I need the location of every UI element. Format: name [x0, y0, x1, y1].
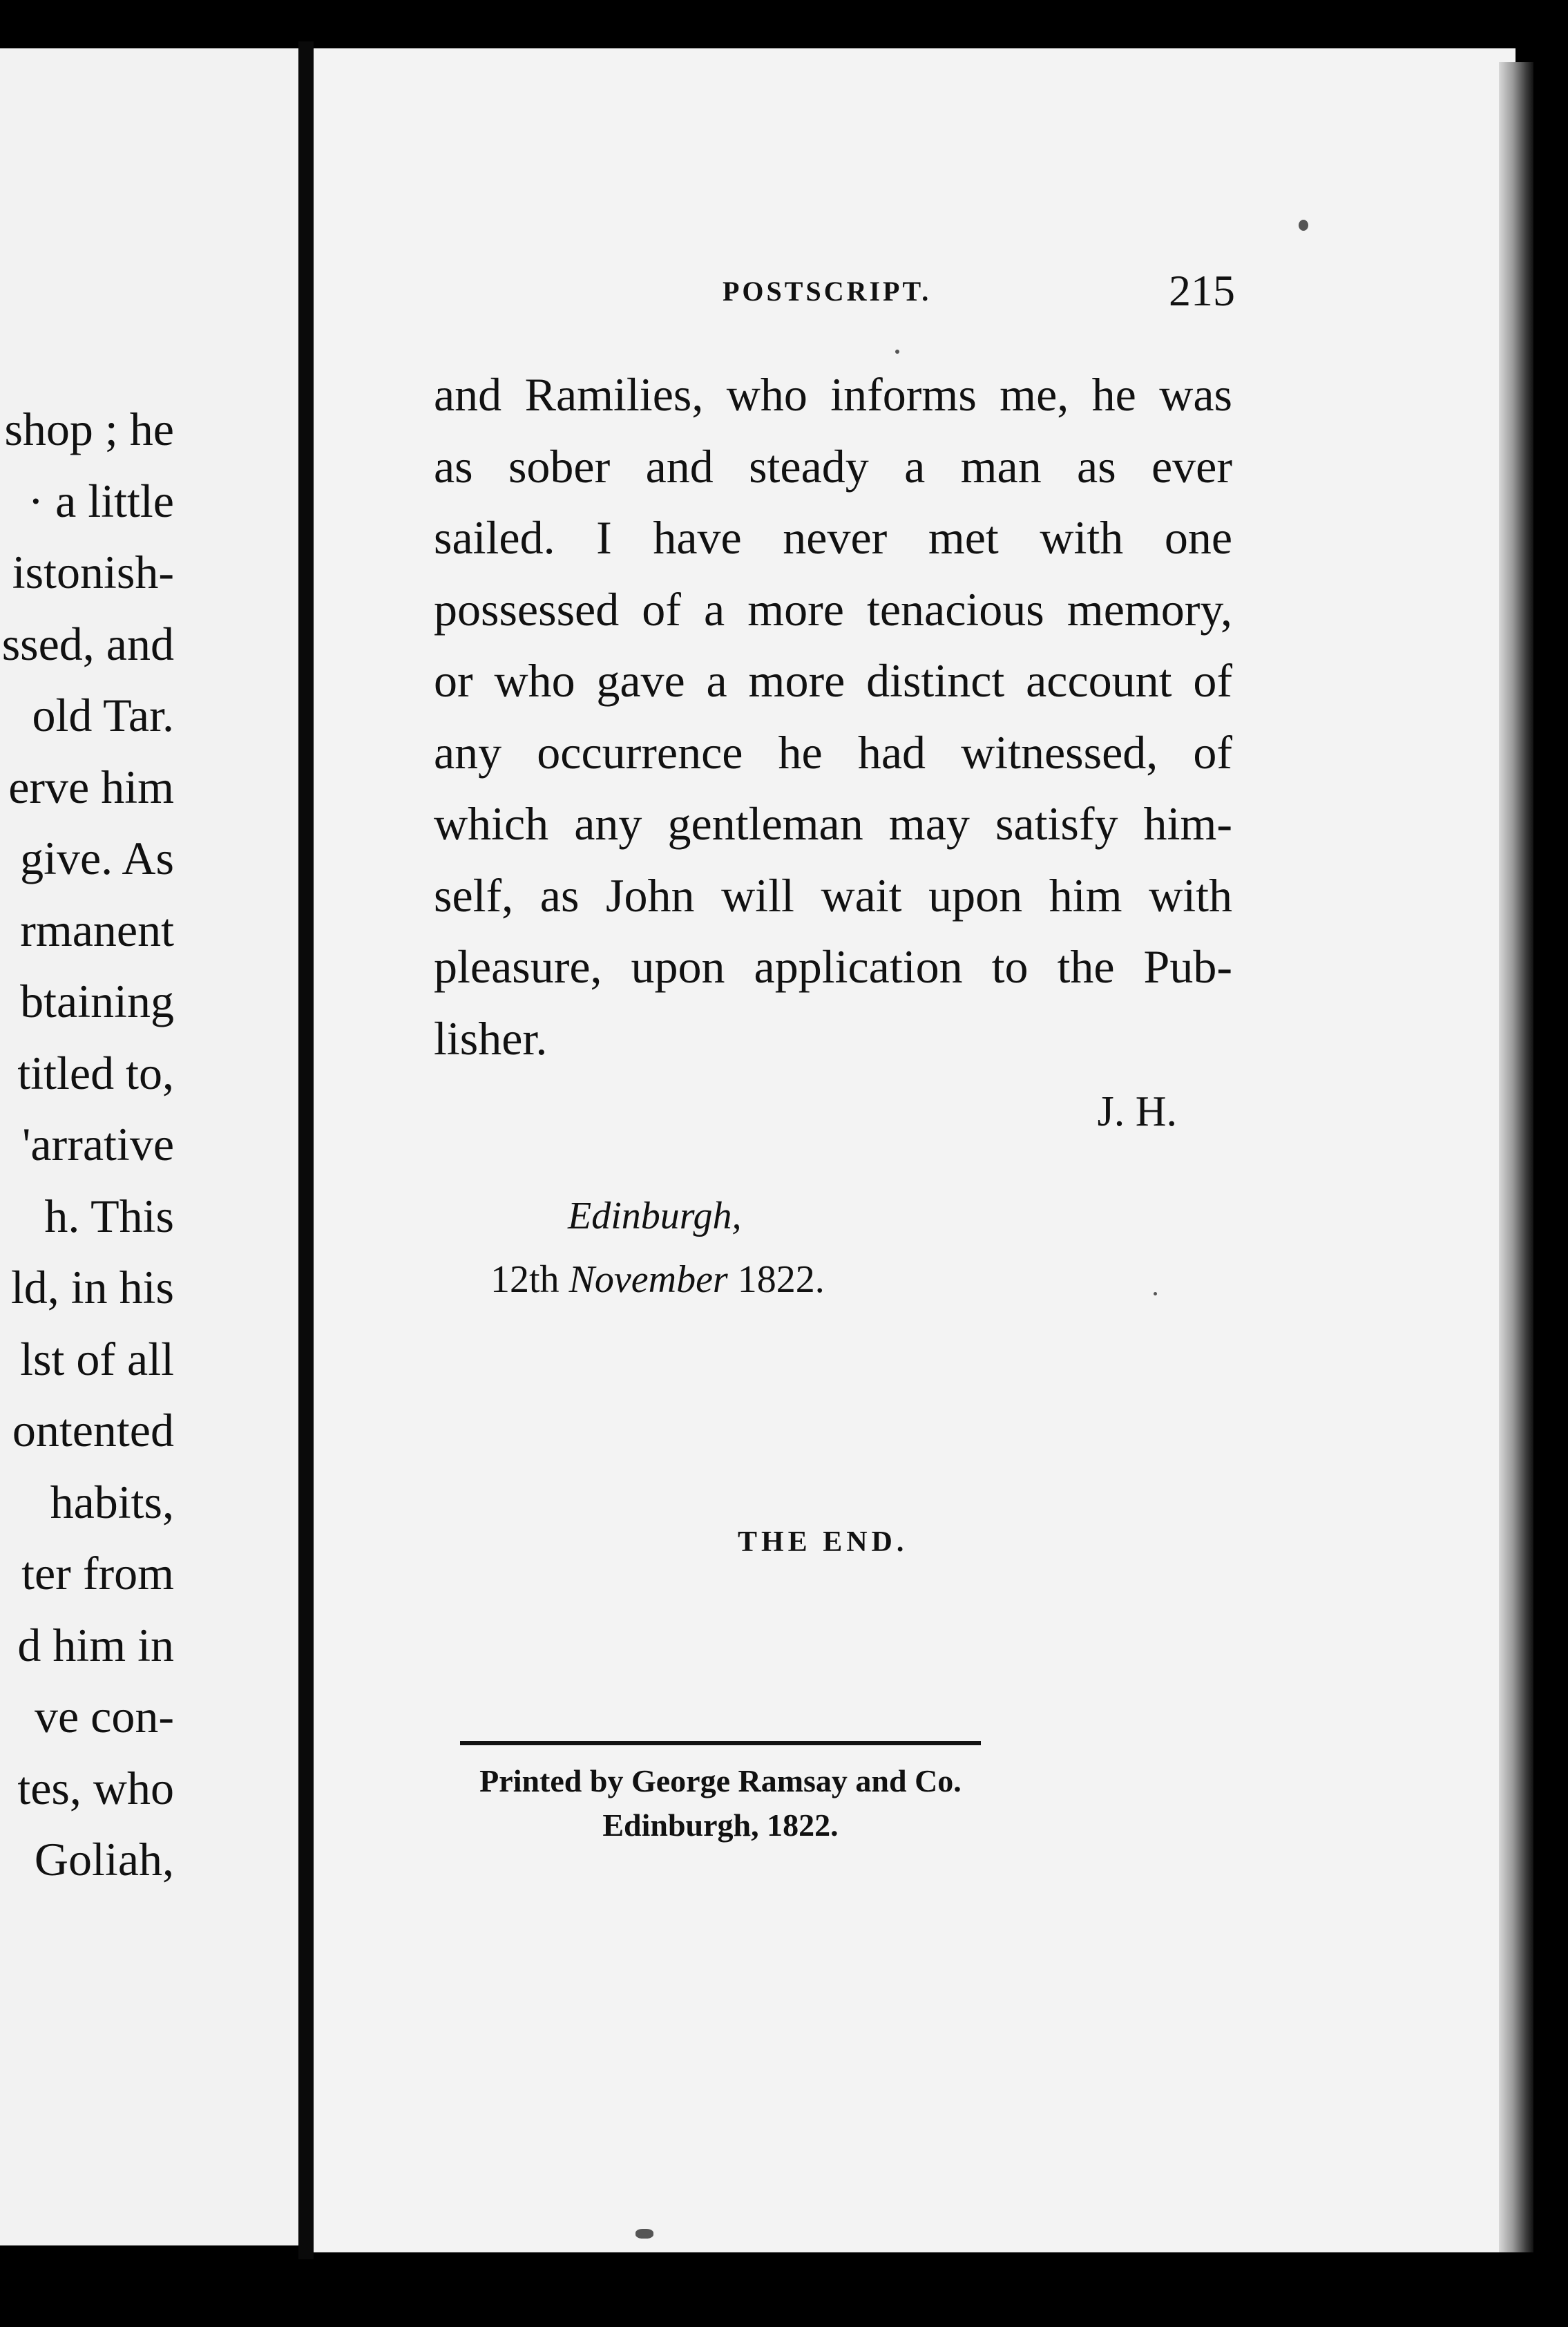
scan-speck: [635, 2229, 653, 2239]
date-line: [490, 1257, 825, 1302]
body-line: sailed. I have never met with one: [434, 511, 1232, 564]
body-line: and Ramilies, who informs me, he was: [434, 368, 1232, 421]
date-month: November: [568, 1258, 728, 1301]
imprint-rule: [460, 1741, 981, 1745]
body-paragraph: [434, 359, 1232, 1074]
date-day: 12th: [490, 1258, 560, 1301]
left-page-text: [0, 394, 174, 1896]
left-line: btaining: [20, 975, 174, 1027]
page-stack-edge: [1499, 62, 1533, 2252]
imprint-line-2: Edinburgh, 1822.: [602, 1807, 839, 1843]
place-line: Edinburgh,: [568, 1195, 742, 1237]
scan-speck: [895, 350, 899, 354]
body-line: as sober and steady a man as ever: [434, 439, 1232, 493]
left-line: give. As: [20, 832, 174, 884]
left-line: ve con-: [34, 1690, 174, 1742]
the-end-heading: THE END.: [738, 1526, 908, 1558]
left-line: ter from: [21, 1547, 174, 1599]
imprint-line-1: Printed by George Ramsay and Co.: [479, 1763, 962, 1798]
signature-initials: J. H.: [1097, 1088, 1177, 1135]
body-line: lisher.: [434, 1011, 548, 1065]
left-line: h. This: [44, 1189, 174, 1242]
left-line: d him in: [17, 1618, 174, 1671]
page-number: 215: [1169, 266, 1235, 315]
body-line: pleasure, upon application to the Pub-: [434, 940, 1232, 993]
left-line: tes, who: [17, 1761, 174, 1814]
left-line: titled to,: [17, 1046, 174, 1099]
scan-speck: [1299, 220, 1308, 231]
left-line: lst of all: [20, 1332, 174, 1385]
date-year: 1822.: [737, 1258, 825, 1301]
left-line: istonish-: [12, 546, 174, 598]
left-line: · a little: [28, 474, 174, 527]
printer-imprint: [460, 1759, 981, 1848]
body-line: any occurrence he had witnessed, of: [434, 725, 1232, 779]
left-line: habits,: [50, 1475, 174, 1528]
body-line: which any gentleman may satisfy him-: [434, 797, 1232, 850]
left-line: ssed, and: [1, 617, 174, 670]
body-line: self, as John will wait upon him with: [434, 868, 1232, 922]
running-head: POSTSCRIPT.: [723, 276, 932, 307]
left-line: Goliah,: [34, 1833, 174, 1886]
left-line: erve him: [8, 760, 174, 813]
scan-speck: [1154, 1292, 1157, 1295]
left-line: ontented: [12, 1404, 174, 1456]
body-line: possessed of a more tenacious memory,: [434, 582, 1232, 636]
left-line: ld, in his: [10, 1261, 174, 1313]
left-line: shop ; he: [4, 403, 174, 455]
left-line: old Tar.: [32, 689, 174, 741]
left-line: 'arrative: [22, 1118, 174, 1170]
body-line: or who gave a more distinct account of: [434, 654, 1232, 707]
left-facing-page: [0, 48, 298, 2245]
left-line: rmanent: [20, 903, 174, 956]
book-gutter: [298, 41, 314, 2259]
